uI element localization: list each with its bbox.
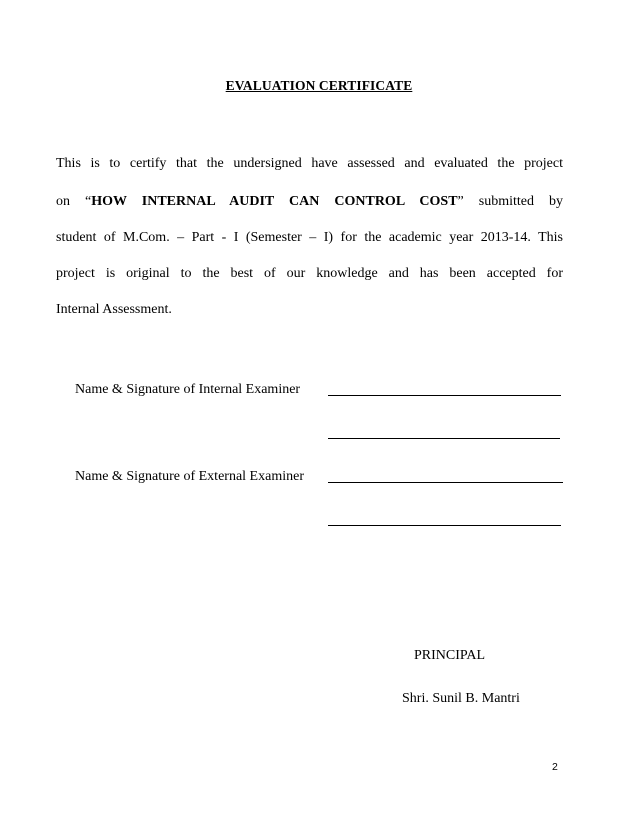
principal-title: PRINCIPAL <box>414 648 486 663</box>
internal-examiner-signature-line <box>328 395 561 396</box>
body-line-4: project is original to the best of our knowledge and has been accepted for <box>56 266 563 281</box>
internal-examiner-label: Name & Signature of Internal Examiner <box>75 382 301 397</box>
body-line-2-suffix: ” submitted by <box>457 194 563 209</box>
body-line-2-prefix: on “ <box>56 194 92 209</box>
body-line-5: Internal Assessment. <box>56 302 172 317</box>
internal-examiner-name-line <box>328 438 560 439</box>
page-number: 2 <box>552 761 558 773</box>
principal-name: Shri. Sunil B. Mantri <box>402 691 520 706</box>
external-examiner-label: Name & Signature of External Examiner <box>75 469 304 484</box>
body-line-2 <box>56 193 563 211</box>
external-examiner-name-line <box>328 525 561 526</box>
body-line-1: This is to certify that the undersigned have assessed and evaluated the project <box>56 156 563 171</box>
external-examiner-signature-line <box>328 482 563 483</box>
project-title: HOW INTERNAL AUDIT CAN CONTROL COST <box>91 194 458 209</box>
body-line-3: student of M.Com. – Part - I (Semester – I) for the academic year 2013-14. This <box>56 230 563 245</box>
certificate-title: EVALUATION CERTIFICATE <box>225 78 413 93</box>
